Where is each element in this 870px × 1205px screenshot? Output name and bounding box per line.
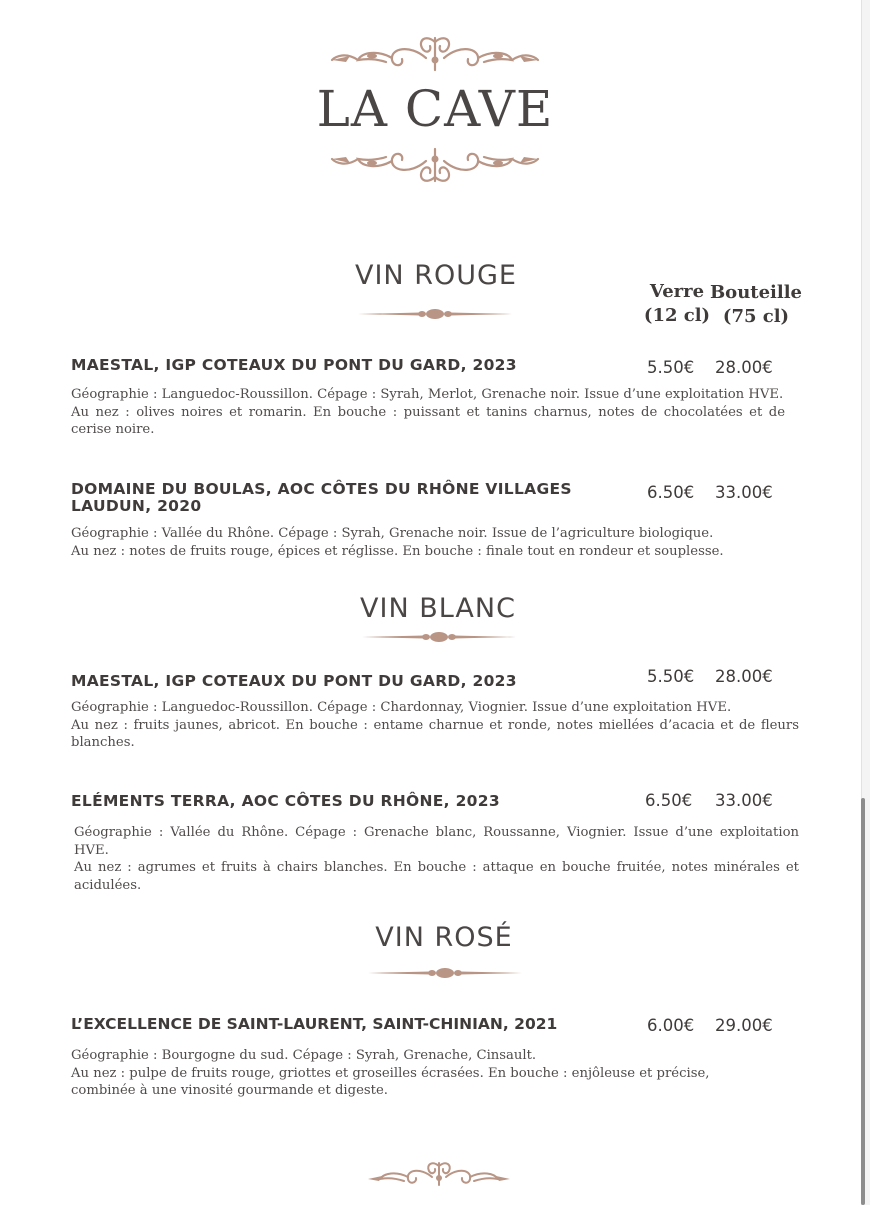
ornament-footer-icon bbox=[366, 1157, 512, 1191]
column-glass-label: Verre bbox=[649, 281, 705, 302]
wine-geography: Géographie : Languedoc-Roussillon. Cépage : Chardonnay, Viognier. Issue d’une exploitation HVE. bbox=[71, 700, 732, 715]
divider-vin-rouge-icon bbox=[358, 307, 512, 321]
column-bottle-label: Bouteille bbox=[709, 282, 803, 303]
wine-geography: Géographie : Bourgogne du sud. Cépage : Syrah, Grenache, Cinsault. bbox=[71, 1048, 537, 1063]
price-glass: 5.50€ bbox=[647, 667, 695, 686]
wine-description bbox=[71, 525, 791, 560]
price-glass: 6.50€ bbox=[647, 483, 695, 502]
price-bottle: 33.00€ bbox=[715, 483, 773, 502]
section-title-vin-rose: VIN ROSÉ bbox=[375, 922, 513, 953]
wine-name: MAESTAL, IGP COTEAUX DU PONT DU GARD, 2023 bbox=[71, 356, 517, 374]
divider-vin-rose-icon bbox=[368, 966, 522, 980]
price-bottle: 28.00€ bbox=[715, 358, 773, 377]
wine-tasting-notes: Au nez : agrumes et fruits à chairs blanches. En bouche : attaque en bouche fruitée, notes minérales et acidulées. bbox=[74, 860, 799, 893]
section-title-vin-rouge: VIN ROUGE bbox=[355, 260, 517, 291]
scrollbar-thumb[interactable] bbox=[861, 798, 865, 1205]
wine-geography: Géographie : Vallée du Rhône. Cépage : Syrah, Grenache noir. Issue de l’agriculture biologique. bbox=[71, 526, 714, 541]
wine-name: MAESTAL, IGP COTEAUX DU PONT DU GARD, 2023 bbox=[71, 672, 517, 690]
section-title-vin-blanc: VIN BLANC bbox=[360, 593, 516, 624]
wine-geography: Géographie : Vallée du Rhône. Cépage : Grenache blanc, Roussanne, Viognier. Issue d’une exploitation HVE. bbox=[74, 825, 799, 858]
page-title: LA CAVE bbox=[316, 80, 554, 138]
column-bottle-size: (75 cl) bbox=[722, 306, 790, 327]
wine-tasting-notes: Au nez : olives noires et romarin. En bouche : puissant et tanins charnus, notes de chocolatées et de cerise noire. bbox=[71, 404, 785, 437]
column-glass-size: (12 cl) bbox=[643, 305, 711, 326]
price-bottle: 29.00€ bbox=[715, 1016, 773, 1035]
ornament-title-bottom-icon bbox=[330, 145, 540, 190]
wine-tasting-notes: Au nez : notes de fruits rouge, épices et réglisse. En bouche : finale tout en rondeur et souplesse. bbox=[71, 543, 724, 559]
wine-geography: Géographie : Languedoc-Roussillon. Cépage : Syrah, Merlot, Grenache noir. Issue d’une exploitation HVE. bbox=[71, 387, 784, 402]
wine-description bbox=[71, 386, 785, 439]
wine-name: L’EXCELLENCE DE SAINT-LAURENT, SAINT-CHINIAN, 2021 bbox=[71, 1015, 558, 1033]
price-glass: 6.00€ bbox=[647, 1016, 695, 1035]
wine-name: DOMAINE DU BOULAS, AOC CÔTES DU RHÔNE VILLAGES LAUDUN, 2020 bbox=[71, 480, 572, 515]
wine-tasting-notes: Au nez : fruits jaunes, abricot. En bouche : entame charnue et ronde, notes miellées d’acacia et de fleurs blanches. bbox=[71, 717, 799, 750]
divider-vin-blanc-icon bbox=[362, 630, 516, 644]
column-header-glass bbox=[642, 280, 712, 328]
column-header-bottle bbox=[708, 281, 804, 329]
wine-description bbox=[74, 824, 799, 894]
price-bottle: 28.00€ bbox=[715, 667, 773, 686]
wine-description bbox=[71, 1047, 761, 1100]
price-bottle: 33.00€ bbox=[715, 791, 773, 810]
wine-description bbox=[71, 699, 799, 752]
wine-name: ELÉMENTS TERRA, AOC CÔTES DU RHÔNE, 2023 bbox=[71, 792, 500, 810]
ornament-top-icon bbox=[330, 30, 540, 75]
price-glass: 6.50€ bbox=[645, 791, 693, 810]
wine-tasting-notes: Au nez : pulpe de fruits rouge, griottes et groseilles écrasées. En bouche : enjôleuse et précise, combinée à une vinosité gourmande et digeste. bbox=[71, 1065, 710, 1098]
price-glass: 5.50€ bbox=[647, 358, 695, 377]
